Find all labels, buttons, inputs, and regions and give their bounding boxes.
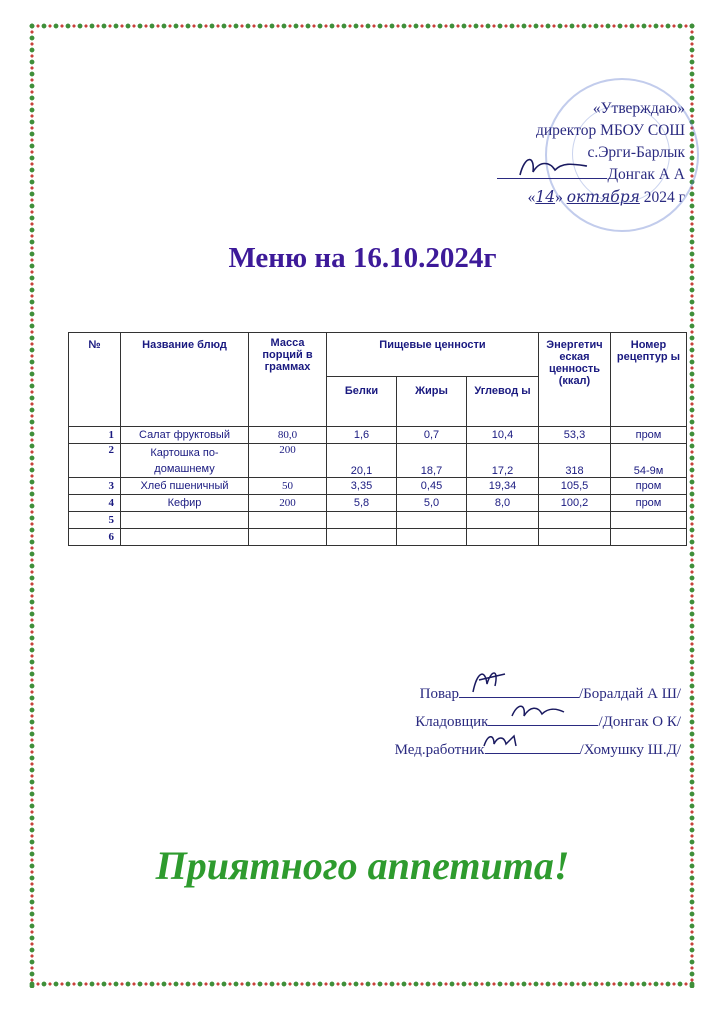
storekeeper-signature xyxy=(508,698,568,723)
approval-date: «14» октября 2024 г xyxy=(527,188,685,206)
approval-director-name: Донгак А А xyxy=(607,166,685,183)
approval-position: директор МБОУ СОШ xyxy=(536,122,685,139)
header-carbs: Углевод ы xyxy=(467,377,539,427)
table-row: 6 xyxy=(69,529,687,546)
table-row: 5 xyxy=(69,512,687,529)
cook-signature xyxy=(465,664,515,699)
table-row: 3 Хлеб пшеничный 50 3,35 0,45 19,34 105,5 пром xyxy=(69,478,687,495)
table-row: 4 Кефир 200 5,8 5,0 8,0 100,2 пром xyxy=(69,495,687,512)
approval-date-year: 2024 г xyxy=(643,189,685,206)
header-energy: Энергетич еская ценность (ккал) xyxy=(539,333,611,427)
menu-table xyxy=(68,332,687,546)
approval-date-month: октября xyxy=(566,188,640,206)
header-nutrition: Пищевые ценности xyxy=(327,333,539,377)
header-num: № xyxy=(69,333,121,427)
page-title: Меню на 16.10.2024г xyxy=(228,242,497,274)
approval-village: с.Эрги-Барлык xyxy=(587,144,685,161)
header-protein: Белки xyxy=(327,377,397,427)
header-name: Название блюд xyxy=(121,333,249,427)
footer-greeting: Приятного аппетита! xyxy=(155,843,570,888)
approval-heading: «Утверждаю» xyxy=(592,100,685,117)
table-row: 2 Картошка по-домашнему 200 20,1 18,7 17,2 318 54-9м xyxy=(69,444,687,478)
director-signature xyxy=(515,150,595,185)
header-fat: Жиры xyxy=(397,377,467,427)
cook-signature-row: Повар /Боралдай А Ш/ xyxy=(395,680,681,708)
approval-date-day: 14 xyxy=(535,188,556,206)
header-mass: Масса порций в граммах xyxy=(249,333,327,427)
storekeeper-signature-row: Кладовщик /Донгак О К/ xyxy=(395,708,681,736)
header-recipe: Номер рецептур ы xyxy=(611,333,687,427)
table-row: 1 Салат фруктовый 80,0 1,6 0,7 10,4 53,3 пром xyxy=(69,427,687,444)
medic-signature xyxy=(480,730,530,752)
medic-signature-row: Мед.работник /Хомушку Ш.Д/ xyxy=(395,736,681,764)
